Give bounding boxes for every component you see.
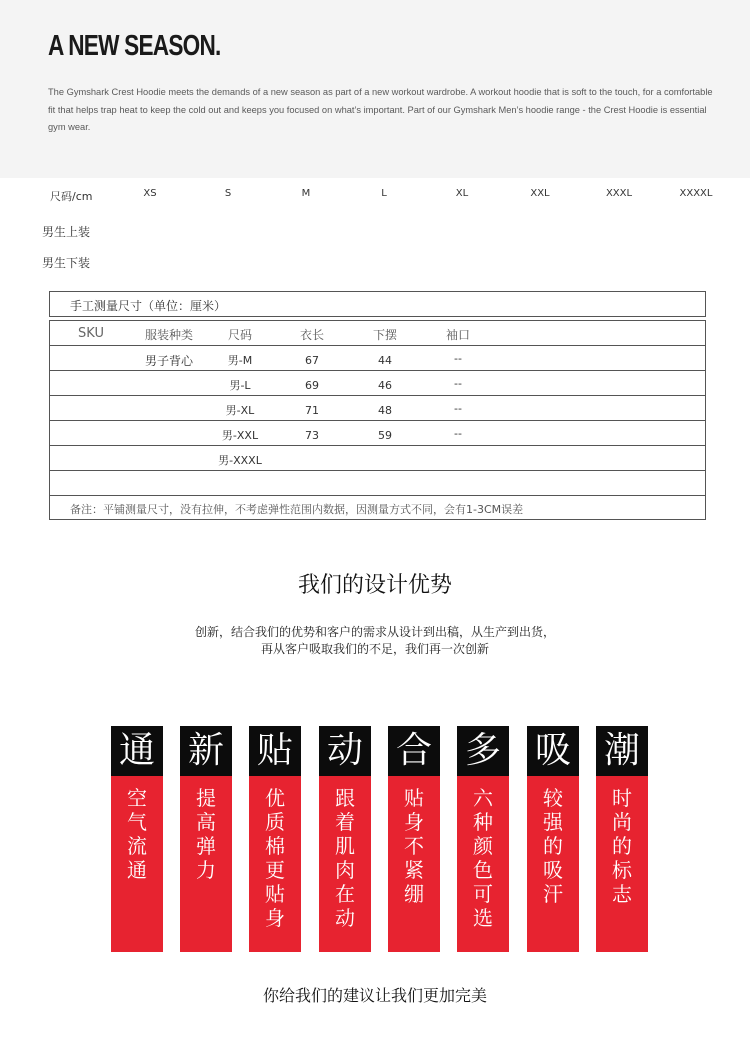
size-m: M [301, 188, 311, 199]
length-cell: 71 [305, 404, 319, 417]
table-divider [50, 470, 705, 471]
table-divider [50, 395, 705, 396]
category-cell: 男子背心 [144, 354, 194, 368]
feature-card-char: 不 [404, 834, 424, 858]
feature-card-head: 合 [388, 726, 440, 776]
feature-card-char: 可 [473, 882, 493, 906]
feature-card-char: 种 [473, 810, 493, 834]
feature-card-char: 棉 [265, 834, 285, 858]
feature-card-char: 紧 [404, 858, 424, 882]
feature-card-char: 提 [196, 786, 216, 810]
feature-card-char: 气 [127, 810, 147, 834]
feature-card-char: 高 [196, 810, 216, 834]
feature-card-char: 强 [543, 810, 563, 834]
feature-card [111, 726, 163, 952]
feature-card [527, 726, 579, 952]
feature-card-text [388, 786, 440, 906]
feature-card-head: 贴 [249, 726, 301, 776]
product-description: The Gymshark Crest Hoodie meets the demands of a new season as part of a new workout wardrobe. A workout hoodie that is soft to the touch, for a comfortable fit that helps trap heat to keep the cold out and keeps you focused on what’s important. Part of our Gymshark Men’s hoodie range - the Crest Hoodie is essential gym wear. [48, 87, 713, 132]
length-cell: 67 [305, 354, 319, 367]
feature-card [596, 726, 648, 952]
feature-card-text [249, 786, 301, 930]
size-cell: 男-XXXL [218, 454, 262, 467]
table-divider [50, 420, 705, 421]
measure-table-title-text: 手工测量尺寸（单位：厘米） [70, 299, 227, 313]
hem-cell: 46 [378, 379, 392, 392]
feature-card-head: 动 [319, 726, 371, 776]
feature-card-char: 吸 [543, 858, 563, 882]
feature-card-char: 质 [265, 810, 285, 834]
feature-card-char: 身 [404, 810, 424, 834]
feature-card-char: 通 [127, 858, 147, 882]
feature-card-text [180, 786, 232, 882]
col-header-hem: 下摆 [372, 328, 398, 342]
feature-card [249, 726, 301, 952]
feature-card-char: 肉 [335, 858, 355, 882]
cuff-cell: -- [454, 427, 462, 440]
feature-card [319, 726, 371, 952]
col-header-size: 尺码 [227, 328, 253, 342]
feature-card-char: 贴 [265, 882, 285, 906]
size-cell: 男-XXL [221, 429, 259, 442]
feature-card-body [457, 776, 509, 952]
feature-card-char: 动 [335, 906, 355, 930]
size-chart-header [0, 188, 750, 208]
feature-card-head: 潮 [596, 726, 648, 776]
feature-card-char: 的 [543, 834, 563, 858]
feature-cards [0, 726, 750, 952]
feature-card-char: 较 [543, 786, 563, 810]
feature-card-body [249, 776, 301, 952]
feature-card-char: 优 [265, 786, 285, 810]
advantages-desc-line-2: 再从客户吸取我们的不足，我们再一次创新 [260, 642, 489, 656]
feature-card-char: 身 [265, 906, 285, 930]
size-xl: XL [455, 188, 469, 199]
feature-card-char: 流 [127, 834, 147, 858]
size-l: L [381, 188, 387, 199]
feature-card-char: 力 [196, 858, 216, 882]
table-divider [50, 370, 705, 371]
table-divider [50, 495, 705, 496]
feature-card-char: 更 [265, 858, 285, 882]
hem-cell: 48 [378, 404, 392, 417]
feature-card-body [111, 776, 163, 952]
advantages-desc-line-1: 创新，结合我们的优势和客户的需求从设计到出稿，从生产到出货， [194, 625, 555, 639]
feature-card-head: 通 [111, 726, 163, 776]
size-s: S [224, 188, 232, 199]
feature-card-char: 在 [335, 882, 355, 906]
feature-card-char: 色 [473, 858, 493, 882]
feature-card-char: 绷 [404, 882, 424, 906]
feature-card-char: 时 [612, 786, 632, 810]
feature-card-text [111, 786, 163, 882]
feature-card-char: 贴 [404, 786, 424, 810]
size-unit-label: 尺码/cm [50, 190, 93, 203]
size-xxl: XXL [530, 188, 550, 199]
feature-card-body [319, 776, 371, 952]
table-divider [50, 445, 705, 446]
measure-table [49, 320, 706, 520]
feature-card-char: 空 [127, 786, 147, 810]
size-xxxxl: XXXXL [679, 188, 713, 199]
hero-banner [0, 0, 750, 178]
length-cell: 73 [305, 429, 319, 442]
feature-card-text [527, 786, 579, 906]
cuff-cell: -- [454, 352, 462, 365]
feature-card [457, 726, 509, 952]
row-label-tops: 男生上装 [42, 225, 91, 239]
feature-card-head: 新 [180, 726, 232, 776]
hem-cell: 44 [378, 354, 392, 367]
feature-card-body [527, 776, 579, 952]
feature-card-char: 六 [473, 786, 493, 810]
page-title: A NEW SEASON. [48, 30, 221, 62]
footer-text: 你给我们的建议让我们更加完美 [262, 986, 487, 1005]
feature-card-text [596, 786, 648, 906]
measure-table-title [49, 291, 706, 317]
size-cell: 男-M [227, 354, 253, 367]
feature-card [388, 726, 440, 952]
advantages-description [0, 624, 750, 658]
feature-card-body [596, 776, 648, 952]
hem-cell: 59 [378, 429, 392, 442]
col-header-cuff: 袖口 [445, 328, 471, 342]
measurement-note: 备注：平铺测量尺寸，没有拉伸，不考虑弹性范围内数据，因测量方式不同，会有1-3CM误差 [70, 503, 524, 516]
feature-card-body [180, 776, 232, 952]
feature-card-char: 颜 [473, 834, 493, 858]
cuff-cell: -- [454, 377, 462, 390]
advantages-title: 我们的设计优势 [297, 573, 452, 598]
size-cell: 男-XL [225, 404, 255, 417]
feature-card-char: 着 [335, 810, 355, 834]
feature-card-char: 选 [473, 906, 493, 930]
length-cell: 69 [305, 379, 319, 392]
col-header-category: 服装种类 [144, 328, 194, 342]
feature-card-head: 吸 [527, 726, 579, 776]
table-divider [50, 345, 705, 346]
feature-card-char: 志 [612, 882, 632, 906]
feature-card [180, 726, 232, 952]
size-xxxl: XXXL [605, 188, 633, 199]
size-cell: 男-L [229, 379, 251, 392]
cuff-cell: -- [454, 402, 462, 415]
feature-card-char: 的 [612, 834, 632, 858]
feature-card-char: 汗 [543, 882, 563, 906]
feature-card-head: 多 [457, 726, 509, 776]
col-header-length: 衣长 [299, 328, 325, 342]
feature-card-char: 标 [612, 858, 632, 882]
feature-card-text [319, 786, 371, 930]
feature-card-body [388, 776, 440, 952]
feature-card-char: 肌 [335, 834, 355, 858]
feature-card-text [457, 786, 509, 930]
col-header-sku: SKU [78, 326, 104, 341]
feature-card-char: 弹 [196, 834, 216, 858]
row-label-bottoms: 男生下装 [42, 256, 91, 270]
feature-card-char: 跟 [335, 786, 355, 810]
size-xs: XS [143, 188, 157, 199]
feature-card-char: 尚 [612, 810, 632, 834]
